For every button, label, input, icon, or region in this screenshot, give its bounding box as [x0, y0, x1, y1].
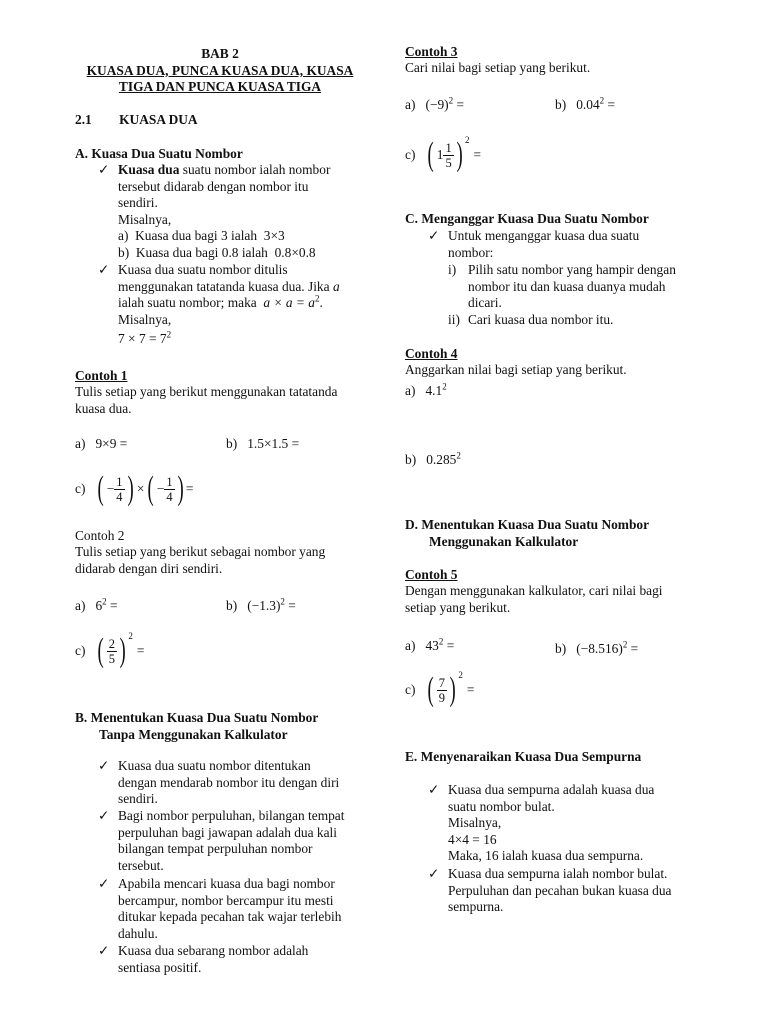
section-title: KUASA DUA [119, 112, 198, 127]
section-heading [75, 112, 198, 129]
section-c-heading: C. Menganggar Kuasa Dua Suatu Nombor [405, 211, 649, 226]
fraction: $\frac{1}{5}$ [445, 140, 452, 170]
contoh5-b: b) $(-8.516)^2$ = [555, 639, 639, 656]
check-icon: ✓ [98, 262, 110, 277]
contoh4-a: a) $4.1^2$ [405, 381, 447, 398]
contoh2-instruction: Tulis setiap yang berikut sebagai nombor yang didarab dengan diri sendiri. [75, 544, 326, 576]
check-icon: ✓ [428, 228, 440, 243]
fraction: $\frac{1}{4}$ [116, 474, 123, 504]
contoh2-b: b) $(-1.3)^2$ = [226, 596, 296, 613]
term-kuasa-dua: Kuasa dua [118, 162, 180, 177]
section-a-heading: A. Kuasa Dua Suatu Nombor [75, 146, 243, 161]
check-icon: ✓ [428, 782, 440, 797]
section-e-heading: E. Menyenaraikan Kuasa Dua Sempurna [405, 749, 642, 764]
section-b-bullet3: Apabila mencari kuasa dua bagi nombor bercampur, nombor bercampur itu mesti ditukar kepada pecahan tak wajar terlebih dahulu. [118, 876, 342, 941]
example-b: b) Kuasa dua bagi 0.8 ialah 0.8×0.8 [118, 244, 316, 260]
check-icon: ✓ [98, 943, 110, 958]
section-number: 2.1 [75, 112, 92, 127]
fraction: $\frac{7}{9}$ [438, 675, 445, 705]
check-icon: ✓ [98, 758, 110, 773]
fraction: $\frac{2}{5}$ [108, 636, 115, 666]
section-c-step-ii: ii) Cari kuasa dua nombor itu. [448, 312, 614, 327]
example-a: a) Kuasa dua bagi 3 ialah 3×3 [118, 228, 285, 244]
section-c-step-i: i) Pilih satu nombor yang hampir dengan nombor itu dan kuasa duanya mudah dicari. [448, 262, 676, 311]
contoh5-title: Contoh 5 [405, 567, 458, 582]
contoh2-title: Contoh 2 [75, 528, 125, 543]
contoh5-instruction: Dengan menggunakan kalkulator, cari nilai bagi setiap yang berikut. [405, 583, 663, 615]
contoh5-c: c) ( $\frac{7}{9}$ ) 2 = [405, 670, 475, 708]
section-d-heading: D. Menentukan Kuasa Dua Suatu Nombor Menggunakan Kalkulator [405, 517, 650, 549]
contoh3-c: c) ( 1 $\frac{1}{5}$ ) 2 = [405, 135, 482, 173]
contoh2-a: a) $6^2$ = [75, 596, 118, 613]
section-c-bullet: Untuk menganggar kuasa dua suatu nombor: [448, 228, 640, 260]
chapter-number: BAB 2 [201, 46, 239, 61]
contoh3-b: b) 0.04$^2$ = [555, 95, 616, 112]
contoh1-c: c) ( − $\frac{1}{4}$ ) × ( − $\frac{1}{4}$ ) = [75, 470, 194, 507]
contoh5-a: a) $43^2$ = [405, 636, 455, 653]
check-icon: ✓ [98, 162, 110, 177]
check-icon: ✓ [98, 808, 110, 823]
chapter-title-line1: KUASA DUA, PUNCA KUASA DUA, KUASA [86, 62, 354, 78]
section-b-bullet1: Kuasa dua suatu nombor ditentukan dengan mendarab nombor itu dengan diri sendiri. [118, 758, 340, 807]
contoh3-instruction: Cari nilai bagi setiap yang berikut. [405, 60, 591, 75]
section-b-bullet2: Bagi nombor perpuluhan, bilangan tempat perpuluhan bagi jawapan adalah dua kali bilangan tempat perpuluhan nombor tersebut. [118, 808, 345, 873]
section-e-bullet2: Kuasa dua sempurna ialah nombor bulat. Perpuluhan dan pecahan bukan kuasa dua sempurna. [448, 866, 672, 915]
contoh1-a: a) 9×9 = [75, 436, 128, 451]
check-icon: ✓ [428, 866, 440, 881]
chapter-header [60, 46, 380, 96]
contoh1-instruction: Tulis setiap yang berikut menggunakan tatatanda kuasa dua. [75, 384, 338, 416]
contoh3-title: Contoh 3 [405, 44, 458, 59]
section-b-bullet4: Kuasa dua sebarang nombor adalah sentiasa positif. [118, 943, 309, 975]
contoh1-b: b) 1.5×1.5 = [226, 436, 300, 451]
contoh1-title: Contoh 1 [75, 368, 128, 383]
contoh3-a: a) $(-9)^2$ = [405, 95, 465, 112]
section-a-bullet1: Kuasa dua suatu nombor ialah nombor tersebut didarab dengan nombor itu sendiri. Misalnya, a) Kuasa dua bagi 3 ialah 3×3 b) Kuasa dua bagi 0.8 ialah 0.8×0.8 [118, 162, 388, 262]
contoh4-title: Contoh 4 [405, 346, 458, 361]
section-e-bullet1: Kuasa dua sempurna adalah kuasa dua suatu nombor bulat. Misalnya, 4×4 = 16 Maka, 16 ialah kuasa dua sempurna. [448, 782, 655, 864]
contoh2-c: c) ( $\frac{2}{5}$ ) 2 = [75, 631, 145, 669]
section-b-heading: B. Menentukan Kuasa Dua Suatu Nombor Tanpa Menggunakan Kalkulator [75, 710, 319, 742]
chapter-title-line2: TIGA DAN PUNCA KUASA TIGA [118, 79, 322, 95]
check-icon: ✓ [98, 876, 110, 891]
section-a-bullet2: Kuasa dua suatu nombor ditulis menggunakan tatatanda kuasa dua. Jika a ialah suatu nombor; maka $a \times a = a^2$. Misalnya, $7 \times 7 = 7^2$ [118, 262, 340, 347]
contoh4-b: b) 0.285$^2$ [405, 450, 461, 467]
fraction: $\frac{1}{4}$ [166, 474, 173, 504]
contoh4-instruction: Anggarkan nilai bagi setiap yang berikut. [405, 362, 627, 377]
